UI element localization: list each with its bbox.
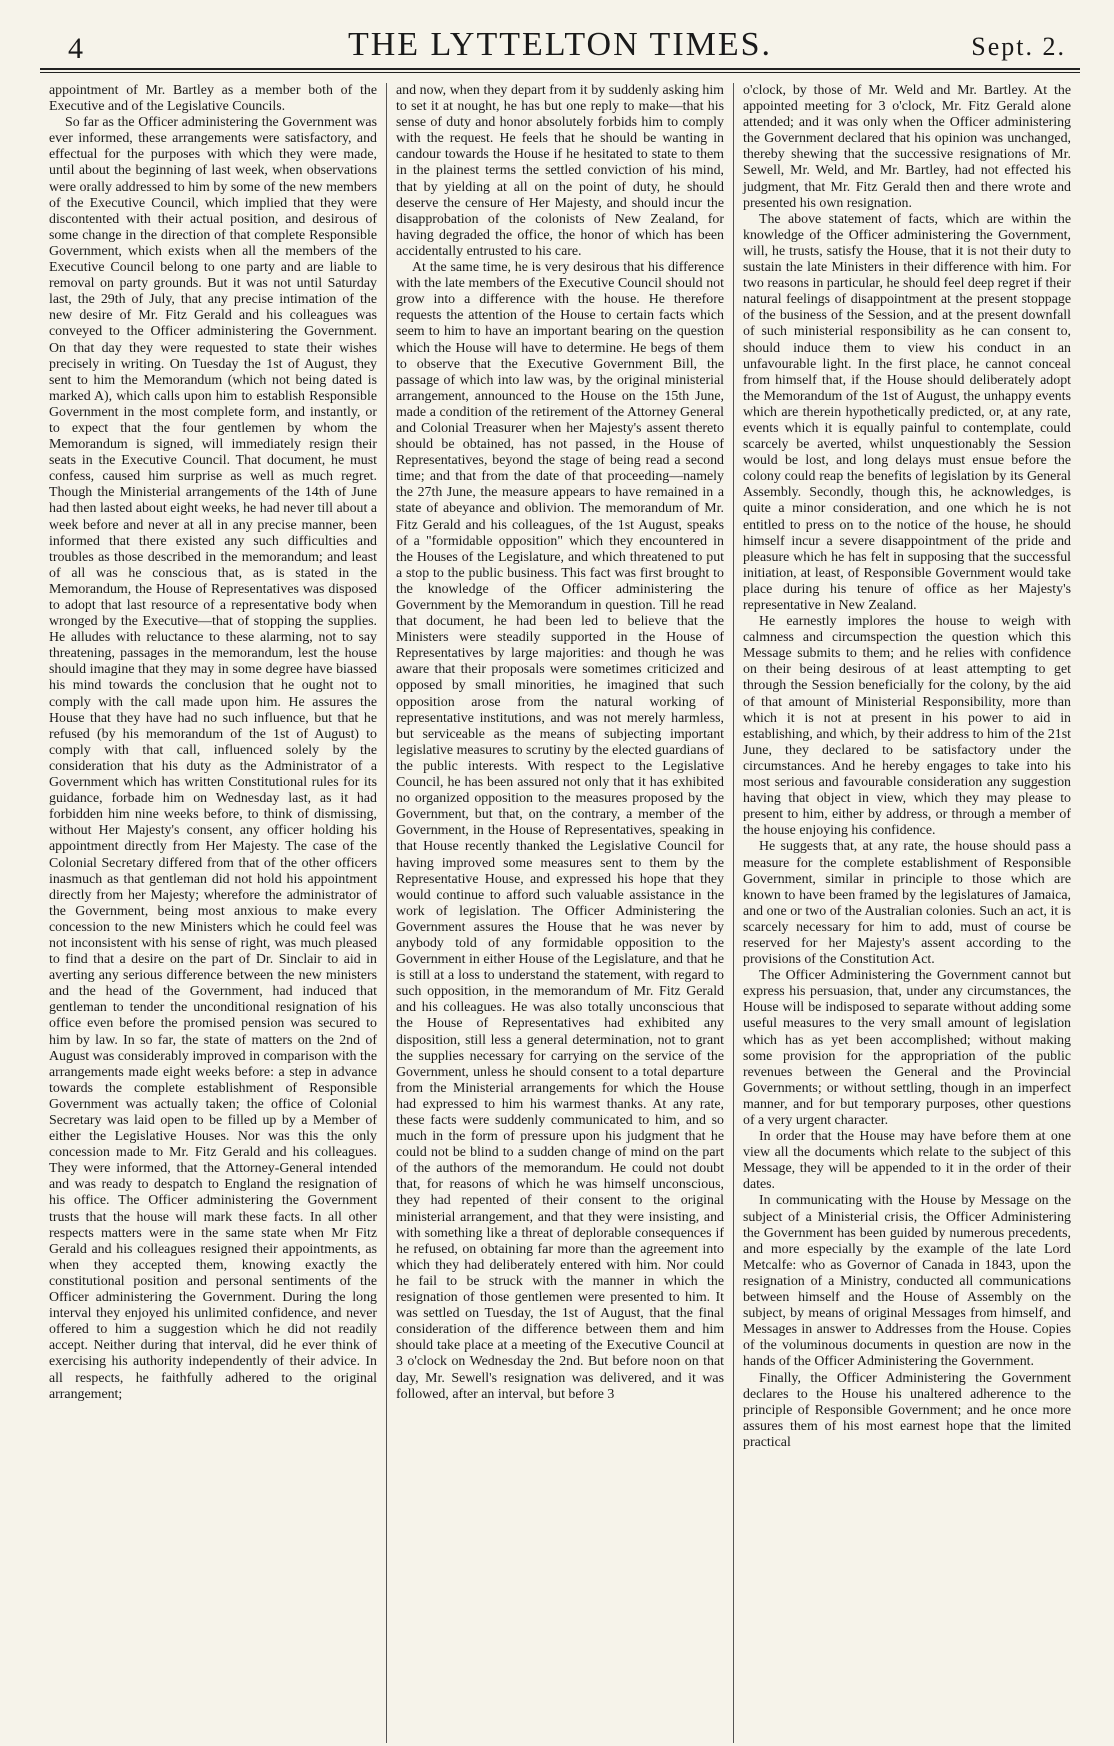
paragraph: Finally, the Officer Administering the Government declares to the House his unaltered adherence to the principle of Responsible Government; and he once more assures them of his most earnest hope that the limited practical — [743, 1370, 1071, 1450]
issue-date: Sept. 2. — [971, 32, 1066, 61]
paragraph: and now, when they depart from it by suddenly asking him to set it at nought, he has but one reply to make—that his sense of duty and honor absolutely forbids him to comply with the request. He feels that he should be wanting in candour towards the House if he hesitated to state to them in the plainest terms the settled conviction of his mind, that by yielding at all on the point of duty, he should deserve the censure of Her Majesty, and should incur the disapprobation of the colonists of New Zealand, for having degraded the office, the honor of which has been accidentally entrusted to his care. — [396, 83, 724, 259]
column-3 — [733, 83, 1080, 1743]
article-columns — [40, 83, 1080, 1743]
column-2 — [386, 83, 733, 1743]
paragraph: The above statement of facts, which are within the knowledge of the Officer administering the Government, will, he trusts, satisfy the House, that it is not their duty to sustain the late Ministers in their difference with him. For two reasons in particular, he should feel deep regret if their natural feelings of disappointment at the present stoppage of the business of the Session, and at the present downfall of such ministerial responsibility as he can consent to, should induce them to view his conduct in an unfavourable light. In the first place, he cannot conceal from himself that, if the House should deliberately adopt the Memorandum of the 1st of August, the unhappy events which are therein hypothetically predicted, or, at any rate, events which it is equally painful to contemplate, could scarcely be averted, whilst unquestionably the Session would be lost, and long delays must ensue before the colony could reap the benefits of legislation by its General Assembly. Secondly, though this, he acknowledges, is quite a minor consideration, and one which he is not entitled to press on to the notice of the house, he should himself incur a severe disappointment of the pride and pleasure which he has felt in supposing that the successful initiation, at least, of Responsible Government would take place during his tenure of office as her Majesty's representative in New Zealand. — [743, 211, 1071, 613]
paragraph: o'clock, by those of Mr. Weld and Mr. Bartley. At the appointed meeting for 3 o'clock, Mr. Fitz Gerald alone attended; and it was only when the Officer administering the Government declared that his opinion was unchanged, thereby shewing that the successive resignations of Mr. Sewell, Mr. Weld, and Mr. Bartley, had not effected his judgment, that Mr. Fitz Gerald then and there wrote and presented his own resignation. — [743, 83, 1071, 211]
page-number: 4 — [68, 32, 83, 65]
paragraph: The Officer Administering the Government cannot but express his persuasion, that, under any circumstances, the House will be indisposed to separate without adding some useful measures to the very small amount of legislation which has as yet been accomplished; without making some provision for the appropriation of the public revenues between the General and the Provincial Governments; or without settling, though in an imperfect manner, and for but temporary purposes, other questions of a very urgent character. — [743, 968, 1071, 1128]
column-1 — [40, 83, 386, 1743]
newspaper-title: THE LYTTELTON TIMES. — [347, 26, 773, 63]
paragraph: So far as the Officer administering the Government was ever informed, these arrangements were satisfactory, and effectual for the purposes with which they were made, until about the beginning of last week, when observations were orally addressed to him by some of the new members of the Executive Council, which implied that they were discontented with their actual position, and desirous of some change in the direction of that complete Responsible Government, which exists when all the members of the Executive Council belong to one party and are liable to removal on party grounds. But it was not until Saturday last, the 29th of July, that any precise intimation of the new desire of Mr. Fitz Gerald and his colleagues was conveyed to the Officer administering the Government. On that day they were requested to state their wishes precisely in writing. On Tuesday the 1st of August, they sent to him the Memorandum (which not being dated is marked A), which calls upon him to establish Responsible Government in the most complete form, and instantly, or to expect that the four gentlemen by whom the Memorandum is signed, will immediately resign their seats in the Executive Council. That document, he must confess, caused him surprise as well as much regret. Though the Ministerial arrangements of the 14th of June had then lasted about eight weeks, he had never till about a week before and never at all in any precise manner, been informed that there existed any such difficulties and troubles as those described in the memorandum; and least of all was he conscious that, as is stated in the Memorandum, the House of Representatives was disposed to adopt that last resource of a representative body when wronged by the Executive—that of stopping the supplies. He alludes with reluctance to these alarming, not to say threatening, passages in the memorandum, lest the house should imagine that they may in some degree have biassed his mind towards the conclusion that he ought not to comply with the call made upon him. He assures the House that they have had no such influence, but that he refused (by his memorandum of the 1st of August) to comply with that call, influenced solely by the consideration that his duty as the Administrator of a Government which has written Constitutional rules for its guidance, forbade him on Wednesday last, as it had forbidden him nine weeks before, to think of dismissing, without Her Majesty's consent, any officer holding his appointment directly from Her Majesty. The case of the Colonial Secretary differed from that of the other officers inasmuch as that gentleman did not hold his appointment directly from her Majesty; wherefore the administrator of the Government, being most anxious to make every concession to the new Ministers which he could feel was not inconsistent with his sense of right, was much pleased to find that a desire on the part of Dr. Sinclair to aid in averting any serious difference between the new ministers and the head of the Government, had induced that gentleman to tender the unconditional resignation of his office even before the promised pension was secured to him by law. In so far, the state of matters on the 2nd of August was considerably improved in comparison with the arrangements made eight weeks before: a step in advance towards the complete establishment of Responsible Government was actually taken; the office of Colonial Secretary was laid open to be filled up by a Member of either the Legislative Houses. Nor was this the only concession made to Mr. Fitz Gerald and his colleagues. They were informed, that the Attorney-General intended and was ready to despatch to England the resignation of his office. The Officer administering the Government trusts that the house will mark these facts. In all other respects matters were in the same state when Mr Fitz Gerald and his colleagues resigned their appointments, as when they accepted them, knowing exactly the constitutional position and personal sentiments of the Officer administering the Government. During the long interval they enjoyed his unlimited confidence, and never offered to him a suggestion which he did not readily accept. Neither during that interval, did he ever think of exercising his authority independently of their advice. In all respects, he faithfully adhered to the original arrangement; — [49, 115, 377, 1402]
paragraph: appointment of Mr. Bartley as a member both of the Executive and of the Legislative Councils. — [49, 83, 377, 115]
masthead-rule — [40, 68, 1080, 73]
paragraph: He suggests that, at any rate, the house should pass a measure for the complete establishment of Responsible Government, similar in principle to those which are known to have been framed by the legislatures of Jamaica, and one or two of the Australian colonies. Such an act, it is scarcely necessary for him to add, must of course be reserved for her Majesty's assent according to the provisions of the Constitution Act. — [743, 839, 1071, 968]
paragraph: In order that the House may have before them at one view all the documents which relate to the subject of this Message, they will be appended to it in the order of their dates. — [743, 1129, 1071, 1193]
paragraph: In communicating with the House by Message on the subject of a Ministerial crisis, the Officer Administering the Government has been guided by numerous precedents, and more especially by the example of the late Lord Metcalfe: who as Governor of Canada in 1843, upon the resignation of a Ministry, conducted all communications between himself and the House of Assembly on the subject, by means of original Messages from himself, and Messages in answer to Addresses from the House. Copies of the voluminous documents in question are now in the hands of the Officer Administering the Government. — [743, 1193, 1071, 1370]
masthead — [40, 18, 1080, 64]
paragraph: He earnestly implores the house to weigh with calmness and circumspection the question which this Message submits to them; and he relies with confidence on their being desirous of at least attempting to get through the Session beneficially for the colony, by the aid of that amount of Ministerial Responsibility, more than which it is not at present in his power to aid in establishing, and which, by their address to him of the 21st June, they declared to be satisfactory under the circumstances. And he hereby engages to take into his most serious and favourable consideration any suggestion having that object in view, which they may please to present to him, either by address, or through a member of the house enjoying his confidence. — [743, 614, 1071, 839]
paragraph: At the same time, he is very desirous that his difference with the late members of the Executive Council should not grow into a difference with the house. He therefore requests the attention of the House to certain facts which seem to him to have an important bearing on the question which the House will have to determine. He begs of them to observe that the Executive Government Bill, the passage of which into law was, by the original ministerial arrangement, announced to the House on the 15th June, made a condition of the retirement of the Attorney General and Colonial Treasurer when her Majesty's assent thereto should be obtained, has not passed, in the House of Representatives, beyond the stage of being read a second time; and that from the date of that proceeding—namely the 27th June, the measure appears to have remained in a state of abeyance and oblivion. The memorandum of Mr. Fitz Gerald and his colleagues, of the 1st August, speaks of a "formidable opposition" which they encountered in the Houses of the Legislature, and which threatened to put a stop to the public business. This fact was first brought to the knowledge of the Officer administering the Government by the Memorandum in question. Till he read that document, he had been led to believe that the Ministers were steadily supported in the House of Representatives by large majorities: and though he was aware that their proposals were sometimes criticized and opposed by small minorities, he imagined that such opposition arose from the natural working of representative institutions, and was not merely harmless, but serviceable as the means of subjecting important legislative measures to scrutiny by the elected guardians of the public interests. With respect to the Legislative Council, he has been assured not only that it has exhibited no organized opposition to the measures proposed by the Government, but that, on the contrary, a member of the Government, in the House of Representatives, speaking in that House recently thanked the Legislative Council for having improved some measures sent to them by the Representative House, and expressed his hope that they would continue to afford such valuable assistance in the work of legislation. The Officer Administering the Government assures the House that he was never by anybody told of any formidable opposition to the Government in either House of the Legislature, and that he is still at a loss to understand the statement, with regard to such opposition, in the memorandum of Mr. Fitz Gerald and his colleagues. He was also totally unconscious that the House of Representatives had exhibited any disposition, still less a general determination, not to grant the supplies necessary for carrying on the service of the Government, unless he should consent to a total departure from the Ministerial arrangements for which the House had expressed to him his warmest thanks. At any rate, these facts were suddenly communicated to him, and so much in the form of pressure upon his judgment that he could not be blind to a sudden change of mind on the part of the authors of the memorandum. He could not doubt that, for reasons of which he was himself unconscious, they had repented of their consent to the original ministerial arrangement, and that they were insisting, and with something like a threat of deplorable consequences if he refused, on obtaining far more than the agreement into which they had deliberately entered with him. Nor could he fail to be struck with the manner in which the resignation of those gentlemen were presented to him. It was settled on Tuesday, the 1st of August, that the final consideration of the difference between them and him should take place at a meeting of the Executive Council at 3 o'clock on Wednesday the 2nd. But before noon on that day, Mr. Sewell's resignation was delivered, and it was followed, after an interval, but before 3 — [396, 260, 724, 1402]
